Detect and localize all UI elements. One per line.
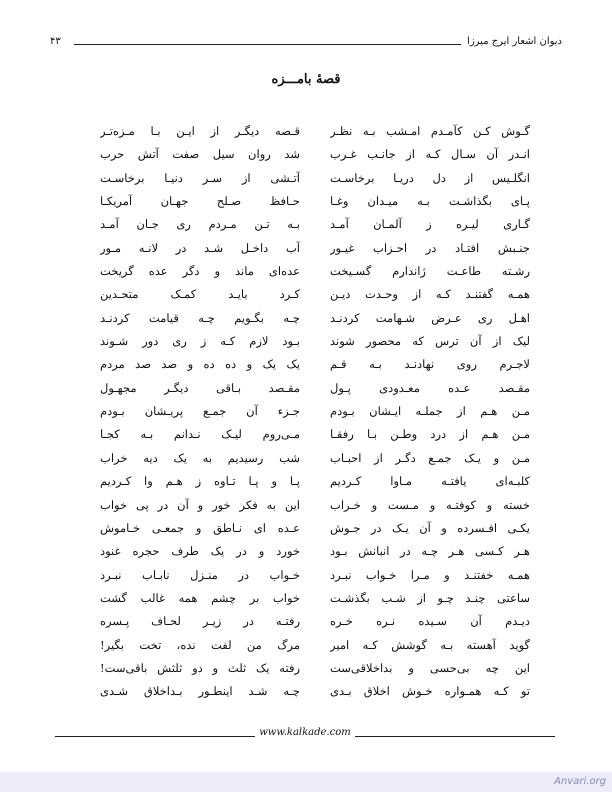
verse-line: همـه خفتنـد و مـرا خـواب نبـرد [330, 567, 530, 582]
verse-line: حـافظ صـلح جهـان آمریکـا [100, 194, 300, 209]
verse-line: مـی‌روم لیـک نـدانم بـه کجـا [100, 427, 300, 442]
verse-line: مرگ من لفت نده، تخت بگیر! [100, 637, 300, 652]
poem-column-right [330, 120, 530, 704]
verse-line: جنـبش افتـاد در احـزاب غیـور [330, 240, 530, 255]
page-number: ۴۳ [50, 36, 67, 47]
verse-line: لیک از آن ترس که محصور شوند [330, 334, 530, 349]
verse-line: این چه بی‌حسی و بداخلاقی‌ست [330, 660, 530, 675]
verse-line: گوید آهسته بـه گوشش کـه امیر [330, 637, 530, 652]
verse-line: بـود لازم کـه ز ری دور شـوند [100, 334, 300, 349]
verse-line: تو کـه همـواره خـوش اخلاق بـدی [330, 684, 530, 699]
verse-line: اهـل ری عـرض شـهامت کردنـد [330, 310, 530, 325]
verse-line: خورد و در یک طرف حجره غنود [100, 544, 300, 559]
verse-line: مـن هـم از جملـه ایـشان بـودم [330, 404, 530, 419]
verse-line: مقـصد عـده معـدودی پـول [330, 380, 530, 395]
verse-line: رفته یک ثلث و دو ثلثش باقی‌ست! [100, 660, 300, 675]
verse-line: رشـته طاعـت ژاندارم گسـیخت [330, 264, 530, 279]
page-header [50, 36, 562, 56]
verse-line: هـر کـسی هـر چـه در انبانش بـود [330, 544, 530, 559]
watermark-band [0, 772, 612, 792]
page-footer [55, 726, 555, 746]
verse-line: خسته و کوفتـه و مـست و خـراب [330, 497, 530, 512]
verse-line: مـن هـم از درد وطـن بـا رفقـا [330, 427, 530, 442]
verse-line: انگلـیس از دل دریـا برخاسـت [330, 170, 530, 185]
verse-line: گـوش کـن کآمـدم امـشب بـه نظـر [330, 124, 530, 138]
watermark: Anvari.org [554, 776, 606, 787]
verse-line: ساعتی چنـد چـو از شـب بگذشـت [330, 590, 530, 605]
verse-line: پـای بگذاشـت بـه میـدان وغـا [330, 194, 530, 209]
verse-line: قـصه دیگـر از ایـن بـا مـزه‌تـر [100, 124, 300, 138]
verse-line: کلبـه‌ای یافتـه مـاوا کـردیم [330, 474, 530, 489]
verse-line: انـدر آن سـال کـه از جانـب غـرب [330, 147, 530, 162]
verse-line: عـده ای نـاطق و جمعـی خـاموش [100, 520, 300, 535]
verse-line: این به فکر خور و آن در پی خواب [100, 497, 300, 512]
verse-line: شد روان سیل صفت آتش حرب [100, 147, 300, 162]
verse-line: یک یک و ده ده و صد صد مردم [100, 357, 300, 372]
verse-line: بـه تـن مـردم ری جـان آمـد [100, 217, 300, 232]
verse-line: همـه گفتنـد کـه از وحـدت دیـن [330, 287, 530, 302]
verse-line: چـه بگـویم چـه قیامت کردنـد [100, 310, 300, 325]
verse-line: چـه شـد اینطـور بـداخلاق شـدی [100, 684, 300, 699]
running-title: دیوان اشعار ایرج میرزا [461, 36, 562, 47]
poem-title: قصهٔ بامـــزه [271, 72, 341, 87]
verse-line: خواب بر چشم همه غالب گشت [100, 590, 300, 605]
verse-line: مقـصد بـاقی دیگـر مجهـول [100, 380, 300, 395]
header-rule [74, 44, 470, 45]
verse-line: خـواب در منـزل نابـاب نبـرد [100, 567, 300, 582]
verse-line: گـاری لیـره ز آلمـان آمـد [330, 217, 530, 232]
verse-line: کـرد بایـد کمـک متحـدین [100, 287, 300, 302]
verse-line: رفتـه در زیـر لحـاف پـسره [100, 614, 300, 629]
verse-line: مـن و یـک جمـع دگـر از احبـاب [330, 450, 530, 465]
verse-line: جـزء آن جمـع پریـشان بـودم [100, 404, 300, 419]
poem-column-left [100, 120, 300, 704]
verse-line: عده‌ای ماند و دگر عده گریخت [100, 264, 300, 279]
verse-line: آب داخـل شـد در لانـه مـور [100, 240, 300, 255]
footer-website: www.kalkade.com [259, 727, 351, 738]
verse-line: آتـشی از سـر دنیـا برخاسـت [100, 170, 300, 185]
verse-line: شب رسیدیم به یک دیه خراب [100, 450, 300, 465]
verse-line: دیـدم آن سـیده نـره خـره [330, 614, 530, 629]
verse-line: یکـی افـسرده و آن یـک در جـوش [330, 520, 530, 535]
verse-line: پـا و پـا تـاوه ز هـم وا کـردیم [100, 474, 300, 489]
verse-line: لاجـرم روی نهادنـد بـه قـم [330, 357, 530, 372]
